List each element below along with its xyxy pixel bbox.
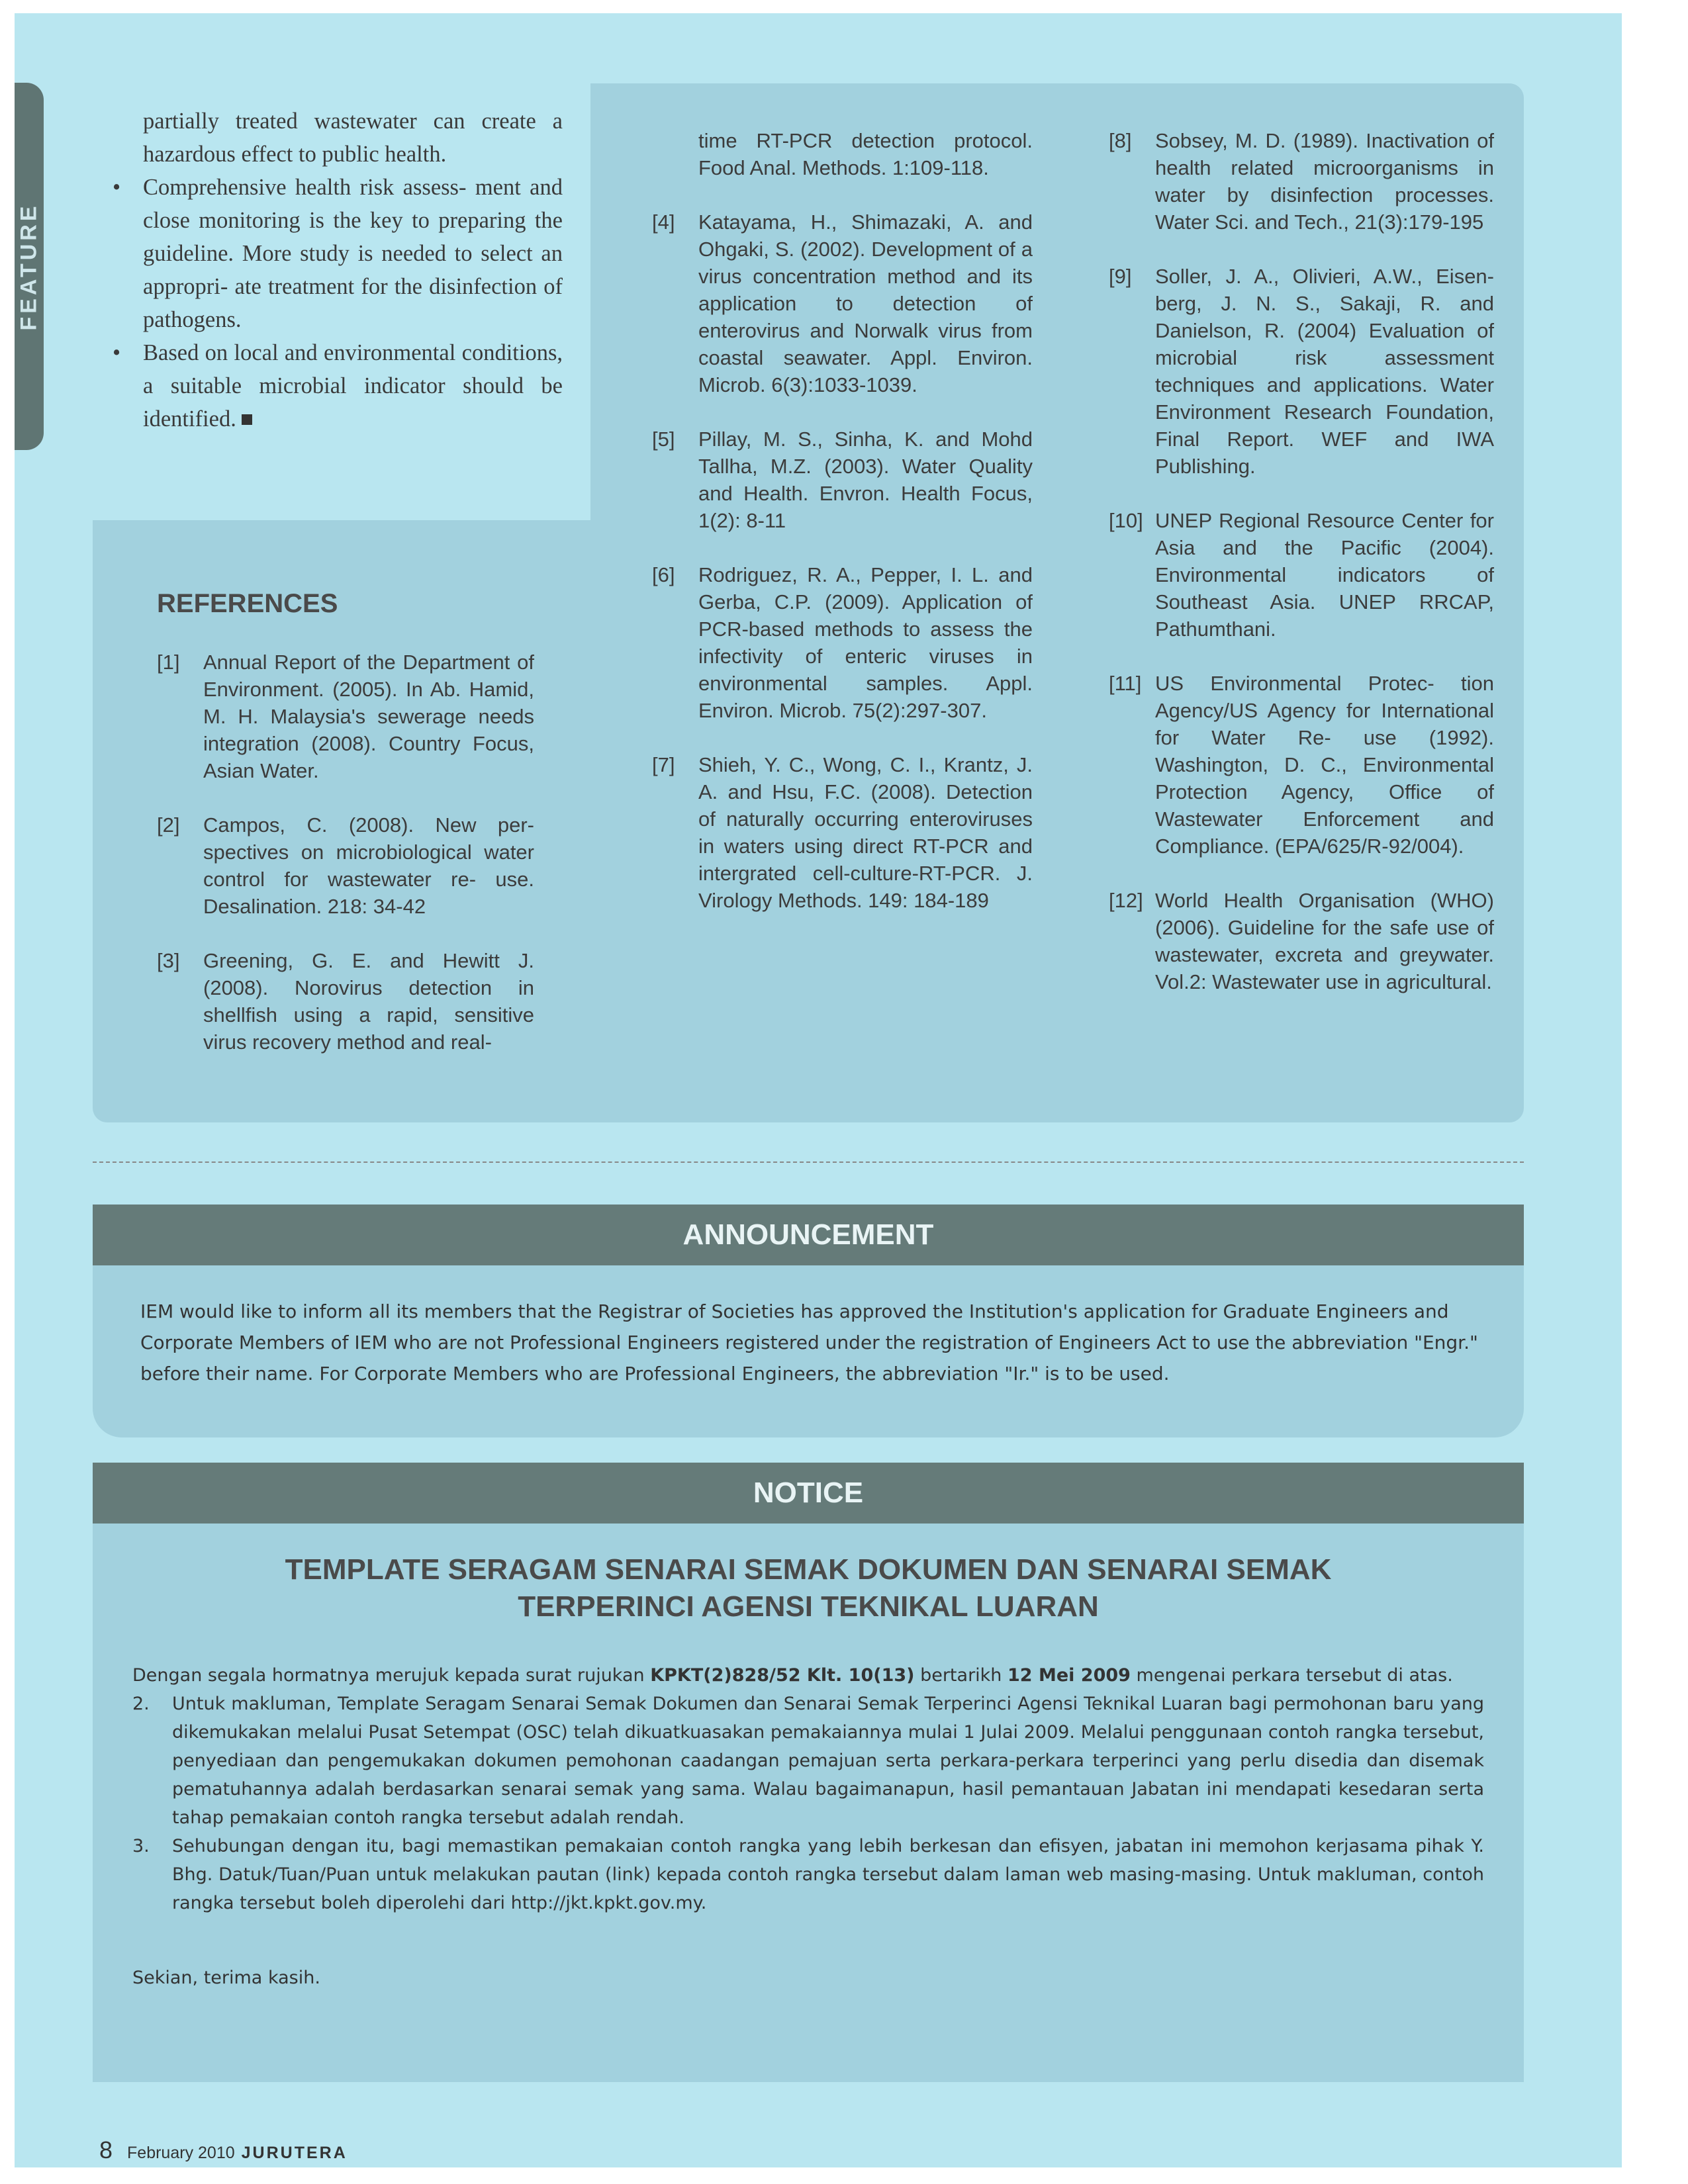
references-column-2 (652, 127, 1033, 941)
reference-text: UNEP Regional Resource Center for Asia and the Pacific (2004). Environmental indicators of Southeast Asia. UNEP RRCAP, Pathumthani. (1155, 509, 1494, 641)
reference-item (157, 649, 534, 784)
reference-text: Greening, G. E. and Hewitt J. (2008). Norovirus detection in shellfish using a rapid, sensitive virus recovery method and real- (203, 949, 534, 1054)
reference-text: Shieh, Y. C., Wong, C. I., Krantz, J. A. and Hsu, F.C. (2008). Detection of naturally occurring enteroviruses in waters using direct RT-PCR and intergrated cell-culture-RT-PCR. J. Virology Methods. 149: 184-189 (698, 753, 1033, 912)
letter-date: 12 Mei 2009 (1008, 1665, 1131, 1686)
reference-item (1109, 507, 1494, 643)
letter-reference: KPKT(2)828/52 Klt. 10(13) (650, 1665, 915, 1686)
notice-heading-line: TERPERINCI AGENSI TEKNIKAL LUARAN (518, 1590, 1099, 1623)
paragraph-text: Untuk makluman, Template Seragam Senarai Semak Dokumen dan Senarai Semak Terperinci Agensi Teknikal Luaran bagi permohonan baru yang dikemukakan melalui Pusat Setempat (OSC) telah dikuatkuasakan pemakaiannya mulai 1 Julai 2009. Melalui penggunaan contoh rangka tersebut, penyediaan dan pengemukakan dokumen pemohonan caadangan pemajuan serta perkara-perkara terperinci yang perlu disedia dan disemak pematuhannya adalah berdasarkan senarai semak yang sama. Walau bagaimanapun, hasil pemantauan Jabatan ini mendapati kesedaran serta tahap pemakaian contoh rangka tersebut adalah rendah. (172, 1694, 1484, 1828)
reference-number: [9] (1109, 265, 1132, 288)
paragraph-text: Sehubungan dengan itu, bagi memastikan pemakaian contoh rangka yang lebih berkesan dan efisyen, jabatan ini memohon kerjasama pihak Y. Bhg. Datuk/Tuan/Puan untuk melakukan pautan (link) kepada contoh rangka tersebut dalam laman web masing-masing. Untuk makluman, contoh rangka tersebut boleh diperolehi dari http://jkt.kpkt.gov.my. (172, 1836, 1484, 1913)
reference-number: [10] (1109, 509, 1143, 532)
end-mark-icon (242, 414, 252, 425)
issue-date: February 2010 (127, 2144, 235, 2162)
notice-intro-text: mengenai perkara tersebut di atas. (1130, 1665, 1453, 1686)
reference-item (1109, 670, 1494, 860)
references-column-1 (157, 649, 534, 1083)
notice-body (132, 1661, 1484, 1992)
reference-item (157, 947, 534, 1056)
notice-intro-text: bertarikh (914, 1665, 1008, 1686)
intro-text (113, 105, 563, 435)
paragraph-number: 2. (132, 1694, 150, 1714)
announcement-box (93, 1205, 1524, 1437)
reference-text: Soller, J. A., Olivieri, A.W., Eisen- berg, J. N. S., Sakaji, R. and Danielson, R. (2004) Evaluation of microbial risk assessment techniques and applications. Water Environment Research Foundation, Final Report. WEF and IWA Publishing. (1155, 265, 1494, 478)
announcement-title: ANNOUNCEMENT (93, 1205, 1524, 1265)
reference-item (652, 426, 1033, 534)
reference-number: [6] (652, 563, 675, 586)
paragraph-number: 3. (132, 1836, 150, 1856)
section-tab-label: FEATURE (16, 202, 42, 331)
notice-box (93, 1463, 1524, 2082)
magazine-name: JURUTERA (241, 2144, 348, 2162)
page-number: 8 (99, 2136, 113, 2163)
intro-bullet-text: Based on local and environmental conditions, a suitable microbial indicator should be identified. (143, 340, 563, 432)
reference-text: Pillay, M. S., Sinha, K. and Mohd Tallha, M.Z. (2003). Water Quality and Health. Envron. Health Focus, 1(2): 8-11 (698, 428, 1033, 532)
dashed-divider (93, 1161, 1524, 1163)
reference-number: [1] (157, 651, 180, 674)
references-column-3 (1109, 127, 1494, 1023)
reference-item (157, 811, 534, 920)
reference-item (652, 751, 1033, 914)
reference-number: [7] (652, 753, 675, 776)
reference-text: Katayama, H., Shimazaki, A. and Ohgaki, S. (2002). Development of a virus concentration method and its application to detection of enterovirus and Norwalk virus from coastal seawater. Appl. Environ. Microb. 6(3):1033-1039. (698, 210, 1033, 396)
reference-item (1109, 887, 1494, 995)
page-footer (99, 2136, 348, 2164)
notice-intro-text: Dengan segala hormatnya merujuk kepada surat rujukan (132, 1665, 651, 1686)
reference-text: US Environmental Protec- tion Agency/US Agency for International for Water Re- use (1992). Washington, D. C., Environmental Protection Agency, Office of Wastewater Enforcement and Compliance. (EPA/625/R-92/004). (1155, 672, 1494, 858)
notice-signoff: Sekian, terima kasih. (132, 1968, 320, 1988)
notice-paragraph (132, 1690, 1484, 1832)
reference-item (1109, 263, 1494, 480)
notice-intro (132, 1661, 1484, 1690)
reference-number: [8] (1109, 129, 1132, 152)
reference-item (652, 208, 1033, 398)
reference-text: time RT-PCR detection protocol. Food Anal. Methods. 1:109-118. (698, 129, 1033, 179)
reference-text: Annual Report of the Department of Environment. (2005). In Ab. Hamid, M. H. Malaysia's sewerage needs integration (2008). Country Focus, Asian Water. (203, 651, 534, 782)
notice-heading (93, 1551, 1524, 1625)
reference-number: [5] (652, 428, 675, 451)
reference-number: [11] (1109, 672, 1142, 695)
reference-number: [3] (157, 949, 180, 972)
references-title: REFERENCES (157, 589, 338, 618)
reference-text: Sobsey, M. D. (1989). Inactivation of health related microorganisms in water by disinfection processes. Water Sci. and Tech., 21(3):179-195 (1155, 129, 1494, 234)
intro-bullet (113, 171, 563, 336)
reference-number: [4] (652, 210, 675, 234)
announcement-text: IEM would like to inform all its members that the Registrar of Societies has approved the Institution's application for Graduate Engineers and Corporate Members of IEM who are not Professional Engineers registered under the registration of Engineers Act to use the abbreviation "Engr." before their name. For Corporate Members who are Professional Engineers, the abbreviation "Ir." is to be used. (140, 1300, 1478, 1385)
intro-line: partially treated wastewater can create a hazardous effect to public health. (143, 109, 563, 167)
notice-title: NOTICE (93, 1463, 1524, 1524)
reference-number: [12] (1109, 889, 1143, 912)
notice-paragraph (132, 1832, 1484, 1917)
reference-text: Campos, C. (2008). New per- spectives on microbiological water control for wastewater re- use. Desalination. 218: 34-42 (203, 813, 534, 918)
reference-item (1109, 127, 1494, 236)
reference-continuation (652, 127, 1033, 181)
section-tab (15, 83, 44, 450)
intro-bullet (113, 336, 563, 435)
reference-number: [2] (157, 813, 180, 837)
journal-page (15, 13, 1622, 2167)
intro-bullet-text: Comprehensive health risk assess- ment and close monitoring is the key to preparing the guideline. More study is needed to select an appropri- ate treatment for the disinfection of pathogens. (143, 175, 563, 332)
notice-heading-line: TEMPLATE SERAGAM SENARAI SEMAK DOKUMEN DAN SENARAI SEMAK (285, 1553, 1332, 1586)
reference-text: Rodriguez, R. A., Pepper, I. L. and Gerba, C.P. (2009). Application of PCR-based methods to assess the infectivity of enteric viruses in environmental samples. Appl. Environ. Microb. 75(2):297-307. (698, 563, 1033, 722)
reference-item (652, 561, 1033, 724)
reference-text: World Health Organisation (WHO) (2006). Guideline for the safe use of wastewater, excreta and greywater. Vol.2: Wastewater use in agricultural. (1155, 889, 1494, 993)
